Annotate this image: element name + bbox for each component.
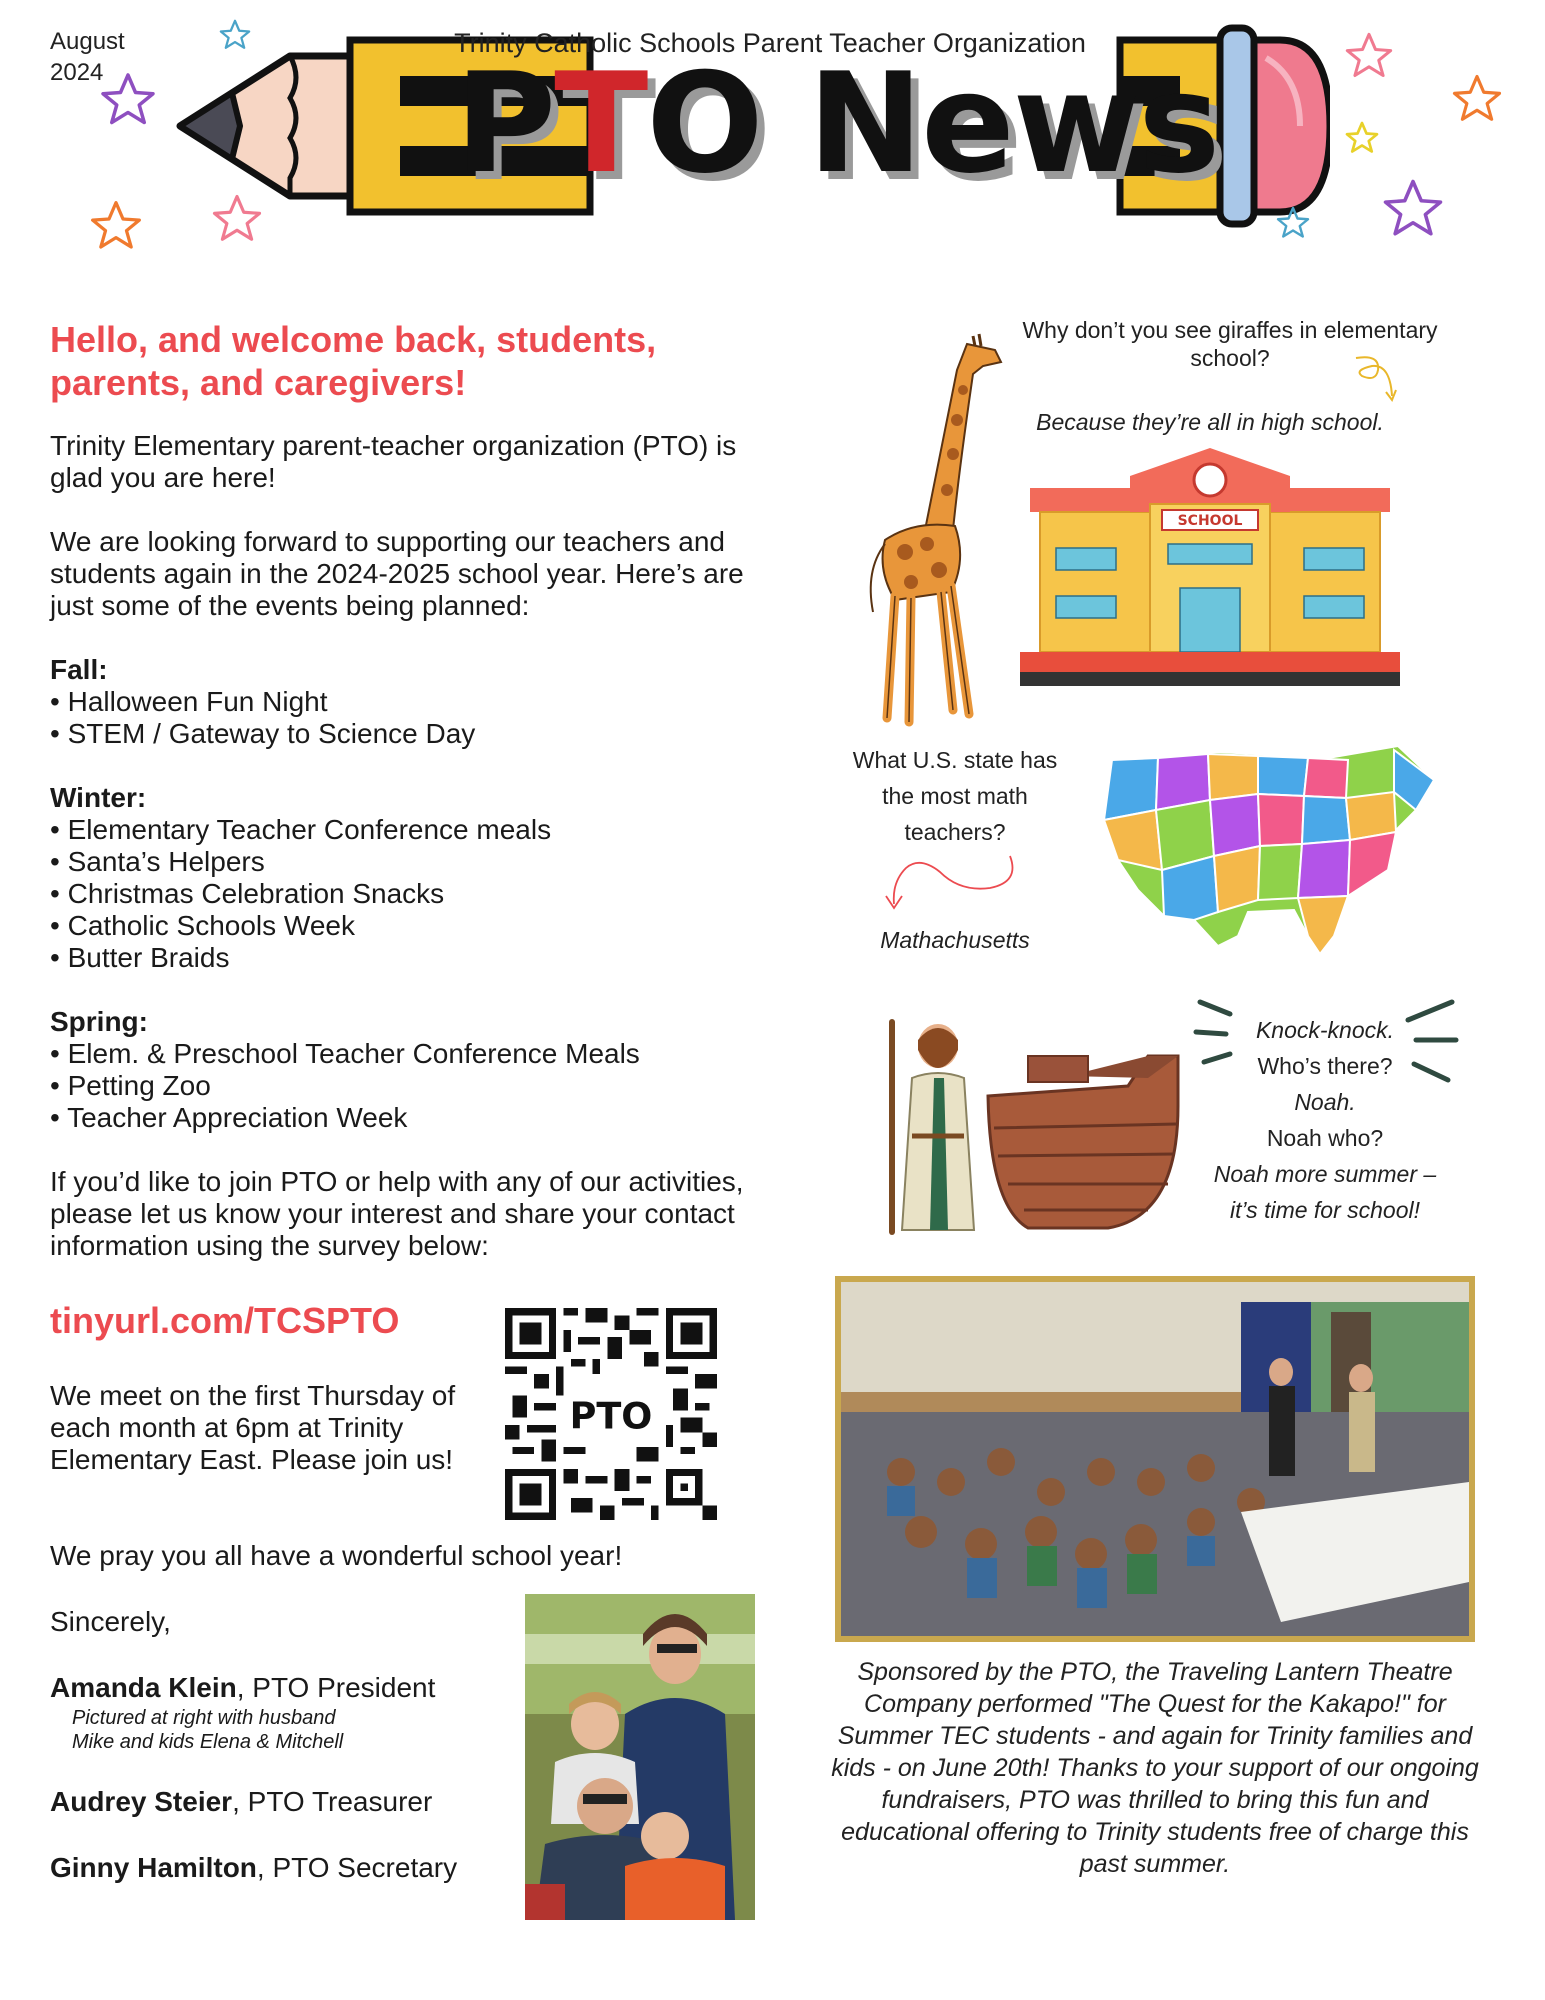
list-item: • Elementary Teacher Conference meals	[50, 814, 770, 846]
star-icon	[1450, 72, 1504, 126]
noah-ark-illustration	[878, 1016, 1198, 1240]
school-building-illustration	[1020, 448, 1400, 688]
giraffe-illustration	[855, 330, 1015, 730]
theatre-photo	[835, 1276, 1475, 1642]
list-item: • Elem. & Preschool Teacher Conference Meals	[50, 1038, 770, 1070]
list-item: • STEM / Gateway to Science Day	[50, 718, 770, 750]
list-item: • Christmas Celebration Snacks	[50, 878, 770, 910]
organization-name: Trinity Catholic Schools Parent Teacher Organization	[454, 28, 1086, 58]
events-intro-paragraph: We are looking forward to supporting our teachers and students again in the 2024-2025 school year. Here’s are just some of the events being planned:	[50, 526, 744, 621]
welcome-heading: Hello, and welcome back, students, parents, and caregivers!	[50, 319, 657, 403]
intro-paragraph: Trinity Elementary parent-teacher organization (PTO) is glad you are here!	[50, 430, 737, 493]
list-item: • Teacher Appreciation Week	[50, 1102, 770, 1134]
meeting-info: We meet on the first Thursday of each month at 6pm at Trinity Elementary East. Please join us!	[50, 1380, 456, 1475]
curved-arrow-icon	[1350, 352, 1400, 406]
squiggle-arrow-icon	[880, 852, 1020, 912]
star-icon	[1275, 205, 1311, 241]
officer-president: Amanda Klein, PTO President	[50, 1672, 436, 1703]
list-item: • Butter Braids	[50, 942, 770, 974]
us-map-illustration	[1098, 740, 1438, 960]
survey-link[interactable]: tinyurl.com/TCSPTO	[50, 1300, 400, 1341]
qr-center-logo: PTO	[569, 1394, 653, 1438]
knock-knock-joke: Knock-knock. Who’s there? Noah. Noah who? Noah more summer – it’s time for school!	[1213, 1017, 1437, 1223]
star-icon	[1343, 30, 1395, 82]
giraffe-joke-answer: Because they’re all in high school.	[1036, 409, 1384, 435]
list-item: • Santa’s Helpers	[50, 846, 770, 878]
family-photo	[525, 1594, 755, 1920]
star-icon	[1380, 176, 1446, 242]
fall-events	[50, 654, 770, 750]
issue-date: August 2024	[50, 28, 125, 86]
officer-secretary: Ginny Hamilton, PTO Secretary	[50, 1852, 458, 1883]
star-icon	[88, 198, 144, 254]
state-joke-question: What U.S. state has the most math teachers?	[852, 747, 1058, 845]
winter-label: Winter:	[50, 782, 147, 813]
list-item: • Halloween Fun Night	[50, 686, 770, 718]
spring-events	[50, 1006, 770, 1134]
sign-off: Sincerely,	[50, 1606, 171, 1637]
star-icon	[218, 18, 252, 52]
fall-label: Fall:	[50, 654, 108, 685]
list-item: • Petting Zoo	[50, 1070, 770, 1102]
left-column	[50, 318, 770, 1294]
winter-events	[50, 782, 770, 974]
giraffe-joke-question: Why don’t you see giraffes in elementary school?	[1022, 317, 1438, 371]
join-paragraph: If you’d like to join PTO or help with any of our activities, please let us know your interest and share your contact information using the survey below:	[50, 1166, 744, 1261]
star-icon	[1344, 120, 1380, 156]
star-icon	[98, 70, 158, 130]
president-photo-note: Pictured at right with husband Mike and kids Elena & Mitchell	[72, 1707, 344, 1753]
newsletter-title: PTO News	[455, 43, 1219, 204]
school-sign-text: SCHOOL	[1177, 513, 1243, 529]
officer-treasurer: Audrey Steier, PTO Treasurer	[50, 1786, 433, 1817]
theatre-caption: Sponsored by the PTO, the Traveling Lantern Theatre Company performed "The Quest for the Kakapo!" for Summer TEC students - and again for Trinity families and kids - on June 20th! Thanks to your support of our ongoing fundraisers, PTO was thrilled to bring this fun and educational offering to Trinity students free of charge this past summer.	[831, 1658, 1479, 1878]
list-item: • Catholic Schools Week	[50, 910, 770, 942]
theatre-scene	[841, 1282, 1469, 1636]
spring-label: Spring:	[50, 1006, 148, 1037]
closing-prayer: We pray you all have a wonderful school year!	[50, 1540, 623, 1571]
qr-code[interactable]	[505, 1308, 717, 1520]
star-icon	[210, 192, 264, 246]
state-joke-answer: Mathachusetts	[880, 927, 1030, 953]
